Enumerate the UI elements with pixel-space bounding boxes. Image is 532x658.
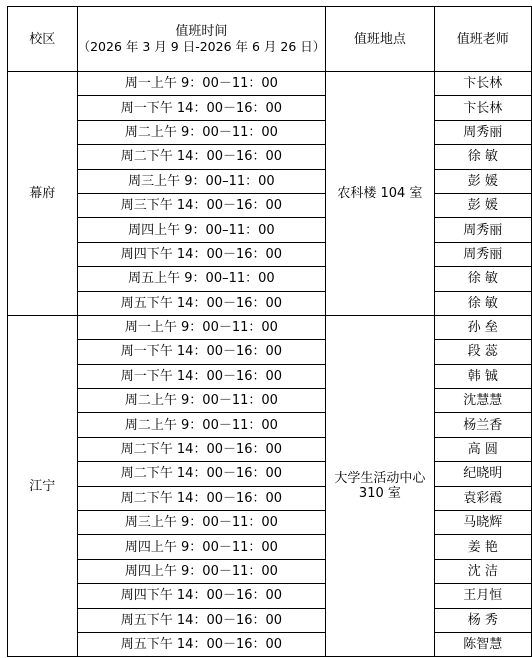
table-row bbox=[8, 437, 532, 461]
teacher-cell: 孙 垒 bbox=[434, 315, 531, 339]
time-cell: 周五下午 14：00－16：00 bbox=[77, 608, 326, 632]
time-cell: 周五下午 14：00－16：00 bbox=[77, 291, 326, 315]
time-cell: 周三下午 14：00－16：00 bbox=[77, 193, 326, 217]
table-row bbox=[8, 72, 532, 96]
table-row bbox=[8, 96, 532, 120]
time-cell: 周一上午 9：00－11：00 bbox=[77, 72, 326, 96]
teacher-cell: 韩 铖 bbox=[434, 364, 531, 388]
teacher-cell: 卞长林 bbox=[434, 72, 531, 96]
location-line: 农科楼 104 室 bbox=[337, 185, 423, 201]
header-campus: 校区 bbox=[8, 7, 78, 72]
table-row bbox=[8, 389, 532, 413]
table-row bbox=[8, 193, 532, 217]
teacher-cell: 袁彩霞 bbox=[434, 486, 531, 510]
teacher-cell: 周秀丽 bbox=[434, 120, 531, 144]
teacher-cell: 沈 洁 bbox=[434, 559, 531, 583]
time-cell: 周三上午 9：00－11：00 bbox=[77, 511, 326, 535]
table-row bbox=[8, 242, 532, 266]
header-time bbox=[77, 7, 326, 72]
time-cell: 周二下午 14：00－16：00 bbox=[77, 462, 326, 486]
table-row bbox=[8, 413, 532, 437]
teacher-cell: 纪晓明 bbox=[434, 462, 531, 486]
location-line: 大学生活动中心 bbox=[334, 471, 426, 487]
table-row bbox=[8, 364, 532, 388]
table-row bbox=[8, 267, 532, 291]
table-row bbox=[8, 145, 532, 169]
time-cell: 周一下午 14：00－16：00 bbox=[77, 96, 326, 120]
table-row bbox=[8, 632, 532, 656]
table-row bbox=[8, 511, 532, 535]
teacher-cell: 杨 秀 bbox=[434, 608, 531, 632]
table-row bbox=[8, 120, 532, 144]
teacher-cell: 杨兰香 bbox=[434, 413, 531, 437]
location-cell bbox=[326, 315, 434, 656]
header-row bbox=[8, 7, 532, 72]
location-cell bbox=[326, 72, 434, 316]
teacher-cell: 陈智慧 bbox=[434, 632, 531, 656]
time-cell: 周四上午 9：00－11：00 bbox=[77, 559, 326, 583]
header-time-range: （2026 年 3 月 9 日-2026 年 6 月 26 日） bbox=[77, 39, 326, 54]
campus-cell: 江宁 bbox=[8, 315, 78, 656]
time-cell: 周五上午 9：00–11：00 bbox=[77, 267, 326, 291]
teacher-cell: 周秀丽 bbox=[434, 242, 531, 266]
time-cell: 周二上午 9：00－11：00 bbox=[77, 413, 326, 437]
teacher-cell: 马晓辉 bbox=[434, 511, 531, 535]
teacher-cell: 周秀丽 bbox=[434, 218, 531, 242]
header-teacher: 值班老师 bbox=[434, 7, 531, 72]
teacher-cell: 徐 敏 bbox=[434, 145, 531, 169]
table-row bbox=[8, 169, 532, 193]
teacher-cell: 彭 媛 bbox=[434, 193, 531, 217]
table-row bbox=[8, 462, 532, 486]
table-row bbox=[8, 315, 532, 339]
table-row bbox=[8, 559, 532, 583]
time-cell: 周一下午 14：00－16：00 bbox=[77, 364, 326, 388]
table-row bbox=[8, 218, 532, 242]
teacher-cell: 卞长林 bbox=[434, 96, 531, 120]
teacher-cell: 姜 艳 bbox=[434, 535, 531, 559]
teacher-cell: 徐 敏 bbox=[434, 291, 531, 315]
time-cell: 周二下午 14：00－16：00 bbox=[77, 145, 326, 169]
campus-cell: 幕府 bbox=[8, 72, 78, 316]
time-cell: 周二下午 14：00－16：00 bbox=[77, 486, 326, 510]
teacher-cell: 徐 敏 bbox=[434, 267, 531, 291]
header-location: 值班地点 bbox=[326, 7, 434, 72]
time-cell: 周四下午 14：00－16：00 bbox=[77, 242, 326, 266]
teacher-cell: 沈慧慧 bbox=[434, 389, 531, 413]
table-row bbox=[8, 291, 532, 315]
table-row bbox=[8, 608, 532, 632]
time-cell: 周五下午 14：00－16：00 bbox=[77, 632, 326, 656]
teacher-cell: 王月恒 bbox=[434, 584, 531, 608]
location-line: 310 室 bbox=[358, 486, 401, 502]
duty-schedule-table bbox=[7, 6, 532, 657]
teacher-cell: 彭 媛 bbox=[434, 169, 531, 193]
time-cell: 周一下午 14：00－16：00 bbox=[77, 340, 326, 364]
time-cell: 周二上午 9：00－11：00 bbox=[77, 120, 326, 144]
teacher-cell: 段 蕊 bbox=[434, 340, 531, 364]
time-cell: 周二上午 9：00－11：00 bbox=[77, 389, 326, 413]
table-row bbox=[8, 340, 532, 364]
table-row bbox=[8, 584, 532, 608]
time-cell: 周四下午 14：00－16：00 bbox=[77, 584, 326, 608]
table-row bbox=[8, 486, 532, 510]
time-cell: 周一上午 9：00－11：00 bbox=[77, 315, 326, 339]
header-time-title: 值班时间 bbox=[175, 24, 228, 39]
table-body bbox=[8, 72, 532, 657]
time-cell: 周二下午 14：00－16：00 bbox=[77, 437, 326, 461]
time-cell: 周三上午 9：00–11：00 bbox=[77, 169, 326, 193]
time-cell: 周四上午 9：00－11：00 bbox=[77, 535, 326, 559]
teacher-cell: 高 圆 bbox=[434, 437, 531, 461]
table-row bbox=[8, 535, 532, 559]
time-cell: 周四上午 9：00–11：00 bbox=[77, 218, 326, 242]
